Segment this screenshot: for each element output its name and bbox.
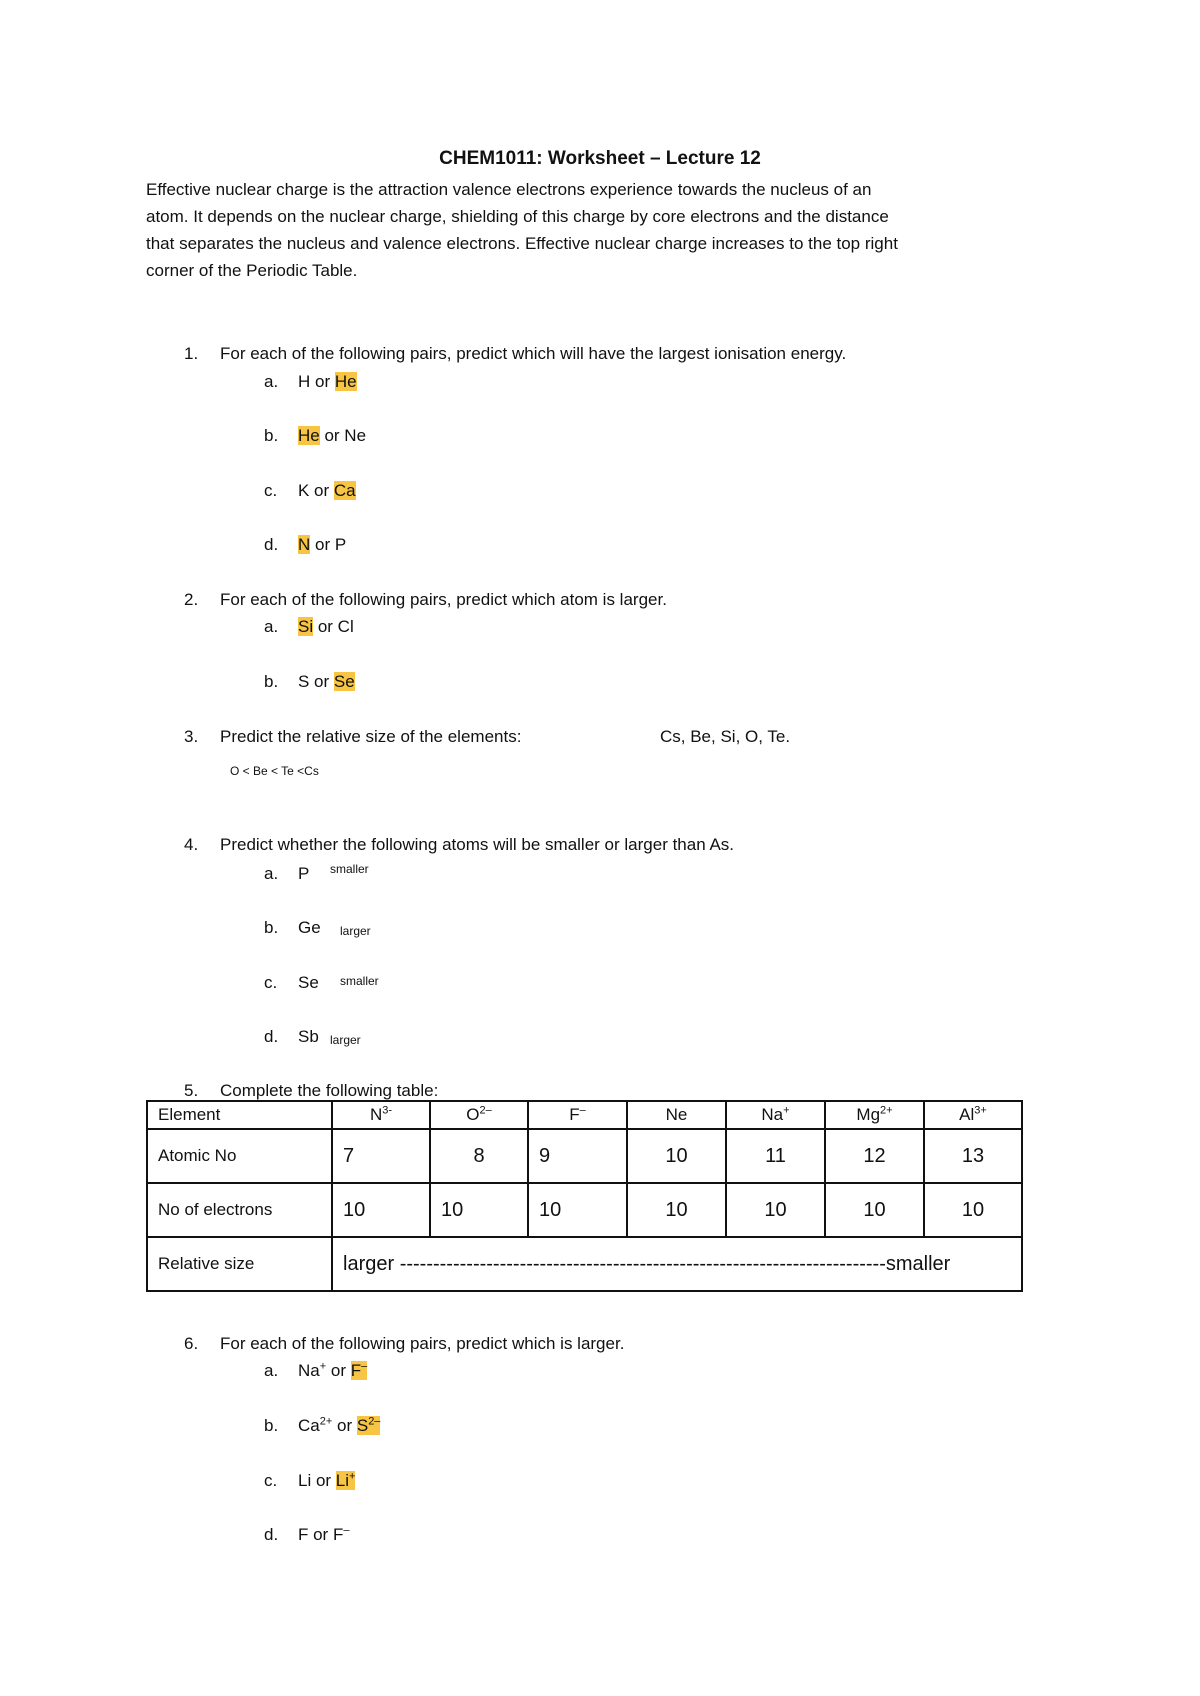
- electrons-cell: 10: [825, 1183, 924, 1237]
- q2-text: For each of the following pairs, predict which atom is larger.: [220, 590, 667, 609]
- table-row: [147, 1183, 1022, 1237]
- q1c-answer-highlight: Ca: [333, 481, 356, 500]
- q4d-answer: larger: [330, 1033, 361, 1047]
- q1-text: For each of the following pairs, predict which will have the largest ionisation energy.: [220, 344, 847, 363]
- q6b-answer-highlight: $S^{2-}$: [356, 1415, 381, 1435]
- relative-size-cell: larger -------------------------------------------------------------------------smaller: [332, 1237, 1022, 1291]
- row-label-relative-size: Relative size: [147, 1237, 332, 1291]
- q2b-answer-highlight: Se: [333, 672, 355, 691]
- q6b-label: b.: [264, 1416, 279, 1435]
- q4d-element: Sb: [298, 1027, 319, 1046]
- q5-text: Complete the following table:: [220, 1081, 439, 1100]
- element-cell: Ne: [627, 1101, 726, 1129]
- q6c-answer-highlight: Li+: [335, 1470, 356, 1490]
- q4-text: Predict whether the following atoms will be smaller or larger than As.: [220, 835, 735, 854]
- q1-number: 1.: [184, 344, 199, 363]
- q4a-label: a.: [264, 864, 279, 883]
- q2b-label: b.: [264, 672, 279, 691]
- q4-number: 4.: [184, 835, 199, 854]
- q6c-item: Li or Li+: [298, 1470, 356, 1490]
- q6c-label: c.: [264, 1471, 278, 1490]
- q1d-item: N or P: [298, 535, 347, 554]
- electrons-cell: 10: [726, 1183, 825, 1237]
- q6a-item: Na+ or F–: [298, 1360, 368, 1380]
- q1b-label: b.: [264, 426, 279, 445]
- element-cell: $O^{2-}$: [430, 1101, 528, 1129]
- q6-number: 6.: [184, 1334, 199, 1353]
- q2b-item: S or Se: [298, 672, 355, 691]
- page-title: CHEM1011: Worksheet – Lecture 12: [439, 148, 761, 169]
- electrons-cell: 10: [430, 1183, 528, 1237]
- intro-line: that separates the nucleus and valence electrons. Effective nuclear charge increases to the top right: [146, 234, 898, 253]
- row-label-atomic-no: Atomic No: [147, 1129, 332, 1183]
- q1d-label: d.: [264, 535, 279, 554]
- q6b-item: $Ca^{2+}$ or $S^{2-}$: [298, 1415, 381, 1435]
- q4b-label: b.: [264, 918, 279, 937]
- q1a-label: a.: [264, 372, 279, 391]
- intro-line: Effective nuclear charge is the attraction valence electrons experience towards the nucleus of an: [146, 180, 872, 199]
- electrons-cell: 10: [924, 1183, 1022, 1237]
- q1c-label: c.: [264, 481, 278, 500]
- q2-number: 2.: [184, 590, 199, 609]
- q2a-label: a.: [264, 617, 279, 636]
- q1c-item: K or Ca: [298, 481, 356, 500]
- q2a-item: Si or Cl: [298, 617, 354, 636]
- atomic-no-cell: 7: [332, 1129, 430, 1183]
- q4c-element: Se: [298, 973, 319, 992]
- q1b-answer-highlight: He: [298, 426, 320, 445]
- row-label-electrons: No of electrons: [147, 1183, 332, 1237]
- q6a-label: a.: [264, 1361, 279, 1380]
- atomic-no-cell: 12: [825, 1129, 924, 1183]
- electrons-cell: 10: [528, 1183, 627, 1237]
- row-label-element: Element: [147, 1101, 332, 1129]
- q4a-answer: smaller: [330, 862, 369, 876]
- table-row: [147, 1101, 1022, 1129]
- q1d-answer-highlight: N: [298, 535, 311, 554]
- q4a-element: P: [298, 864, 310, 883]
- q4b-answer: larger: [340, 924, 371, 938]
- atomic-no-cell: 13: [924, 1129, 1022, 1183]
- element-cell: $Mg^{2+}$: [825, 1101, 924, 1129]
- q6a-answer-highlight: F–: [350, 1360, 368, 1380]
- q4c-answer: smaller: [340, 974, 379, 988]
- electrons-cell: 10: [627, 1183, 726, 1237]
- ion-size-table: [146, 1100, 1023, 1292]
- atomic-no-cell: 9: [528, 1129, 627, 1183]
- element-cell: Na+: [726, 1101, 825, 1129]
- atomic-no-cell: 8: [430, 1129, 528, 1183]
- element-cell: $N^{3-}$: [332, 1101, 430, 1129]
- intro-line: corner of the Periodic Table.: [146, 261, 358, 280]
- table-row: [147, 1237, 1022, 1291]
- q1a-item: H or He: [298, 372, 357, 391]
- q4b-element: Ge: [298, 918, 321, 937]
- q1b-item: He or Ne: [298, 426, 367, 445]
- q2a-answer-highlight: Si: [298, 617, 314, 636]
- q6-text: For each of the following pairs, predict which is larger.: [220, 1334, 625, 1353]
- q6d-item: F or F–: [298, 1524, 350, 1544]
- q3-elements: Cs, Be, Si, O, Te.: [660, 727, 791, 746]
- intro-line: atom. It depends on the nuclear charge, shielding of this charge by core electrons and the distance: [146, 207, 889, 226]
- atomic-no-cell: 10: [627, 1129, 726, 1183]
- q3-answer: O < Be < Te <Cs: [230, 764, 319, 778]
- q3-number: 3.: [184, 727, 199, 746]
- electrons-cell: 10: [332, 1183, 430, 1237]
- atomic-no-cell: 11: [726, 1129, 825, 1183]
- q4d-label: d.: [264, 1027, 279, 1046]
- table-row: [147, 1129, 1022, 1183]
- intro-paragraph: [146, 176, 1066, 284]
- element-cell: $Al^{3+}$: [924, 1101, 1022, 1129]
- q4c-label: c.: [264, 973, 278, 992]
- element-cell: F–: [528, 1101, 627, 1129]
- q6d-label: d.: [264, 1525, 279, 1544]
- q1a-answer-highlight: He: [334, 372, 357, 391]
- q3-text: Predict the relative size of the elements:: [220, 727, 522, 746]
- q5-number: 5.: [184, 1081, 199, 1100]
